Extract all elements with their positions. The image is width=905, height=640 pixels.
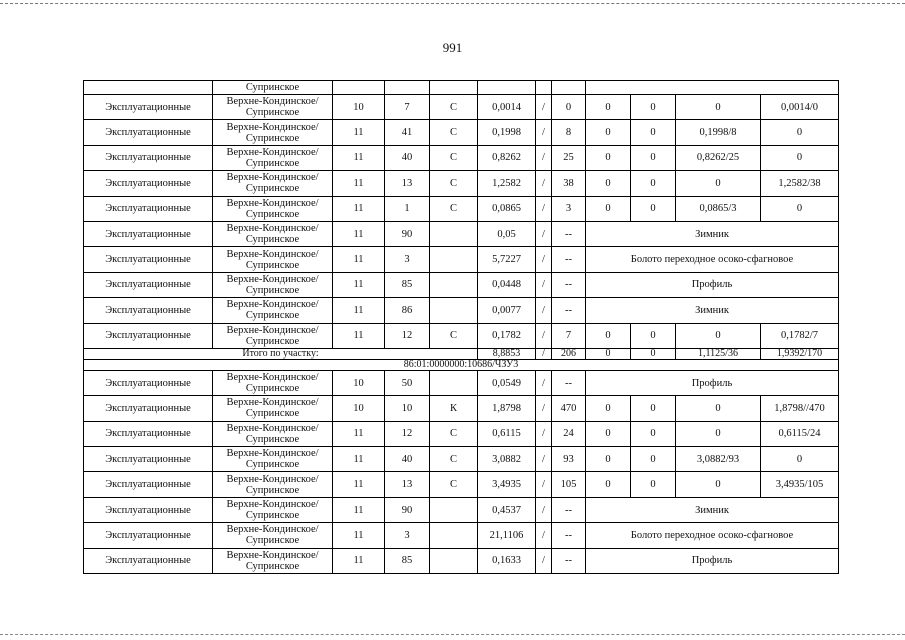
category-cell: Эксплуатационные xyxy=(84,196,213,221)
category-cell: Эксплуатационные xyxy=(84,472,213,497)
total-value: 1,9392/170 xyxy=(761,348,839,359)
forestry-line: Верхне-Кондинское/ xyxy=(226,172,319,184)
species-cell xyxy=(430,523,478,548)
species-cell: С xyxy=(430,95,478,120)
allotment-cell: 13 xyxy=(385,472,430,497)
category-cell: Эксплуатационные xyxy=(84,523,213,548)
table-row xyxy=(84,447,839,472)
separator-cell: / xyxy=(536,145,552,170)
table-row xyxy=(84,221,839,246)
value-cell: 0 xyxy=(586,447,631,472)
allotment-cell: 3 xyxy=(385,247,430,272)
species-cell: С xyxy=(430,145,478,170)
area-cell: 1,8798 xyxy=(478,396,536,421)
value-cell: 0 xyxy=(676,472,761,497)
separator-cell: / xyxy=(536,120,552,145)
volume-cell: -- xyxy=(552,548,586,573)
table-row xyxy=(84,272,839,297)
species-cell: С xyxy=(430,421,478,446)
quarter-cell: 10 xyxy=(333,370,385,395)
allotment-cell: 12 xyxy=(385,421,430,446)
forestry-cell xyxy=(213,221,333,246)
forestry-cell xyxy=(213,298,333,323)
volume-cell: -- xyxy=(552,272,586,297)
value-cell: 0 xyxy=(631,323,676,348)
area-cell: 0,1998 xyxy=(478,120,536,145)
value-cell: 0 xyxy=(586,145,631,170)
table-row xyxy=(84,323,839,348)
forestry-cell xyxy=(213,247,333,272)
land-type-cell: Профиль xyxy=(586,272,839,297)
forestry-line: Верхне-Кондинское/ xyxy=(226,524,319,536)
quarter-cell: 11 xyxy=(333,171,385,196)
category-cell: Эксплуатационные xyxy=(84,370,213,395)
allotment-cell: 3 xyxy=(385,523,430,548)
value-cell: 0 xyxy=(631,421,676,446)
forestry-line: Верхне-Кондинское/ xyxy=(226,422,319,434)
forestry-line: Супринское xyxy=(245,208,300,220)
value-cell: 0 xyxy=(631,120,676,145)
total-volume: 206 xyxy=(552,348,586,359)
forestry-line: Супринское xyxy=(245,510,300,522)
volume-cell: 0 xyxy=(552,95,586,120)
forestry-line: Супринское xyxy=(245,459,300,471)
forestry-line: Верхне-Кондинское/ xyxy=(226,448,319,460)
value-cell: 3,0882/93 xyxy=(676,447,761,472)
quarter-cell: 11 xyxy=(333,447,385,472)
total-area: 8,8853 xyxy=(478,348,536,359)
area-cell: 0,1782 xyxy=(478,323,536,348)
forestry-line: Верхне-Кондинское/ xyxy=(226,473,319,485)
area-cell: 0,6115 xyxy=(478,421,536,446)
species-cell xyxy=(430,298,478,323)
volume-cell: 25 xyxy=(552,145,586,170)
forestry-cell xyxy=(213,523,333,548)
value-cell: 0,0014/0 xyxy=(761,95,839,120)
quarter-cell: 10 xyxy=(333,396,385,421)
allotment-cell: 40 xyxy=(385,447,430,472)
section-header-row xyxy=(84,359,839,370)
table-row xyxy=(84,247,839,272)
value-cell: 0 xyxy=(631,447,676,472)
category-cell: Эксплуатационные xyxy=(84,145,213,170)
forestry-line: Верхне-Кондинское/ xyxy=(226,248,319,260)
table-row xyxy=(84,196,839,221)
forestry-cell xyxy=(213,120,333,145)
species-cell xyxy=(430,497,478,522)
value-cell: 0 xyxy=(631,196,676,221)
forestry-line: Верхне-Кондинское/ xyxy=(226,223,319,235)
value-cell: 0 xyxy=(631,95,676,120)
allotment-cell: 85 xyxy=(385,272,430,297)
value-cell: 0 xyxy=(586,120,631,145)
species-cell xyxy=(430,247,478,272)
table-row xyxy=(84,120,839,145)
area-cell: 5,7227 xyxy=(478,247,536,272)
species-cell: С xyxy=(430,472,478,497)
value-cell: 0,8262/25 xyxy=(676,145,761,170)
separator-cell: / xyxy=(536,221,552,246)
value-cell: 0,1998/8 xyxy=(676,120,761,145)
total-row xyxy=(84,348,839,359)
value-cell: 0 xyxy=(631,396,676,421)
area-cell: 0,0014 xyxy=(478,95,536,120)
volume-cell: 3 xyxy=(552,196,586,221)
allotment-cell: 1 xyxy=(385,196,430,221)
value-cell: 0 xyxy=(676,323,761,348)
species-cell xyxy=(430,370,478,395)
forestry-line: Верхне-Кондинское/ xyxy=(226,121,319,133)
separator-cell: / xyxy=(536,447,552,472)
table-row xyxy=(84,548,839,573)
forestry-line: Супринское xyxy=(245,157,300,169)
category-cell: Эксплуатационные xyxy=(84,421,213,446)
separator-cell: / xyxy=(536,323,552,348)
forestry-cell xyxy=(213,497,333,522)
value-cell: 0 xyxy=(631,145,676,170)
allotment-cell: 7 xyxy=(385,95,430,120)
quarter-cell: 11 xyxy=(333,472,385,497)
volume-cell: 105 xyxy=(552,472,586,497)
forestry-cell xyxy=(213,370,333,395)
forestry-cell xyxy=(213,421,333,446)
category-cell: Эксплуатационные xyxy=(84,171,213,196)
category-cell: Эксплуатационные xyxy=(84,548,213,573)
land-type-cell: Болото переходное осоко-сфагновое xyxy=(586,523,839,548)
separator-cell: / xyxy=(536,95,552,120)
species-cell: С xyxy=(430,196,478,221)
area-cell: 0,0865 xyxy=(478,196,536,221)
species-cell: С xyxy=(430,447,478,472)
separator-cell: / xyxy=(536,548,552,573)
forestry-line: Супринское xyxy=(245,183,300,195)
value-cell: 0,0865/3 xyxy=(676,196,761,221)
value-cell: 0 xyxy=(761,447,839,472)
quarter-cell: 11 xyxy=(333,145,385,170)
forestry-cell xyxy=(213,447,333,472)
species-cell: С xyxy=(430,120,478,145)
forestry-line: Супринское xyxy=(245,335,300,347)
forestry-line: Верхне-Кондинское/ xyxy=(226,197,319,209)
forestry-cell xyxy=(213,548,333,573)
species-cell: К xyxy=(430,396,478,421)
table-row xyxy=(84,396,839,421)
forestry-line: Супринское xyxy=(245,433,300,445)
quarter-cell: 11 xyxy=(333,272,385,297)
forestry-line: Супринское xyxy=(245,132,300,144)
forestry-line: Супринское xyxy=(245,284,300,296)
separator-cell: / xyxy=(536,272,552,297)
allotment-cell: 85 xyxy=(385,548,430,573)
species-cell: С xyxy=(430,323,478,348)
quarter-cell: 11 xyxy=(333,120,385,145)
volume-cell: -- xyxy=(552,370,586,395)
forestry-cell xyxy=(213,272,333,297)
land-type-cell: Зимник xyxy=(586,221,839,246)
separator-cell: / xyxy=(536,472,552,497)
quarter-cell: 11 xyxy=(333,497,385,522)
value-cell: 0,1782/7 xyxy=(761,323,839,348)
volume-cell: -- xyxy=(552,298,586,323)
area-cell: 3,4935 xyxy=(478,472,536,497)
table-row xyxy=(84,298,839,323)
category-cell: Эксплуатационные xyxy=(84,447,213,472)
separator-cell: / xyxy=(536,396,552,421)
value-cell: 0 xyxy=(586,196,631,221)
table-row xyxy=(84,145,839,170)
value-cell: 0 xyxy=(586,472,631,497)
category-cell: Эксплуатационные xyxy=(84,221,213,246)
quarter-cell: 11 xyxy=(333,421,385,446)
area-cell: 0,0448 xyxy=(478,272,536,297)
value-cell: 0 xyxy=(631,171,676,196)
land-type-cell: Зимник xyxy=(586,497,839,522)
land-plot-table xyxy=(83,80,839,574)
forestry-line: Супринское xyxy=(245,408,300,420)
value-cell: 1,8798//470 xyxy=(761,396,839,421)
forestry-line: Супринское xyxy=(245,259,300,271)
category-cell: Эксплуатационные xyxy=(84,497,213,522)
forestry-line: Верхне-Кондинское/ xyxy=(226,499,319,511)
quarter-cell: 11 xyxy=(333,298,385,323)
separator-cell: / xyxy=(536,348,552,359)
forestry-line: Супринское xyxy=(245,234,300,246)
species-cell xyxy=(430,548,478,573)
value-cell: 0 xyxy=(586,396,631,421)
land-type-cell: Профиль xyxy=(586,370,839,395)
forestry-line: Супринское xyxy=(245,107,300,119)
forestry-line: Супринское xyxy=(245,310,300,322)
forestry-line: Верхне-Кондинское/ xyxy=(226,549,319,561)
value-cell: 0 xyxy=(586,95,631,120)
separator-cell: / xyxy=(536,247,552,272)
page-number: 991 xyxy=(442,40,463,55)
forestry-cell xyxy=(213,145,333,170)
value-cell: 0 xyxy=(586,421,631,446)
forestry-cell xyxy=(213,171,333,196)
value-cell: 1,2582/38 xyxy=(761,171,839,196)
cadastral-number: 86:01:0000000:10686/ЧЗУ3 xyxy=(84,359,839,370)
area-cell: 3,0882 xyxy=(478,447,536,472)
separator-cell: / xyxy=(536,370,552,395)
value-cell: 3,4935/105 xyxy=(761,472,839,497)
table-row xyxy=(84,472,839,497)
quarter-cell: 11 xyxy=(333,221,385,246)
species-cell xyxy=(430,272,478,297)
volume-cell: 7 xyxy=(552,323,586,348)
forestry-line: Верхне-Кондинское/ xyxy=(226,397,319,409)
area-cell: 0,4537 xyxy=(478,497,536,522)
quarter-cell: 11 xyxy=(333,548,385,573)
table-row xyxy=(84,95,839,120)
total-label: Итого по участку: xyxy=(84,348,478,359)
allotment-cell: 90 xyxy=(385,221,430,246)
volume-cell: -- xyxy=(552,523,586,548)
forestry-line: Супринское xyxy=(245,383,300,395)
allotment-cell: 86 xyxy=(385,298,430,323)
allotment-cell: 50 xyxy=(385,370,430,395)
total-value: 1,1125/36 xyxy=(676,348,761,359)
forestry-line: Верхне-Кондинское/ xyxy=(226,324,319,336)
scan-edge-bottom xyxy=(0,634,905,635)
separator-cell: / xyxy=(536,421,552,446)
category-cell: Эксплуатационные xyxy=(84,272,213,297)
quarter-cell: 11 xyxy=(333,323,385,348)
quarter-cell: 11 xyxy=(333,523,385,548)
volume-cell: -- xyxy=(552,497,586,522)
forestry-cell xyxy=(213,95,333,120)
forestry-line: Супринское xyxy=(245,535,300,547)
continuation-row xyxy=(84,81,839,95)
forestry-cell: Супринское xyxy=(213,81,333,95)
volume-cell: 8 xyxy=(552,120,586,145)
quarter-cell: 11 xyxy=(333,247,385,272)
separator-cell: / xyxy=(536,497,552,522)
value-cell: 0 xyxy=(586,171,631,196)
area-cell: 0,0077 xyxy=(478,298,536,323)
area-cell: 0,8262 xyxy=(478,145,536,170)
area-cell: 0,1633 xyxy=(478,548,536,573)
total-value: 0 xyxy=(586,348,631,359)
value-cell: 0 xyxy=(676,171,761,196)
category-cell: Эксплуатационные xyxy=(84,95,213,120)
quarter-cell: 10 xyxy=(333,95,385,120)
volume-cell: -- xyxy=(552,221,586,246)
area-cell: 0,0549 xyxy=(478,370,536,395)
land-type-cell: Болото переходное осоко-сфагновое xyxy=(586,247,839,272)
value-cell: 0 xyxy=(631,472,676,497)
land-type-cell: Зимник xyxy=(586,298,839,323)
category-cell: Эксплуатационные xyxy=(84,323,213,348)
forestry-line: Верхне-Кондинское/ xyxy=(226,372,319,384)
allotment-cell: 41 xyxy=(385,120,430,145)
allotment-cell: 90 xyxy=(385,497,430,522)
category-cell: Эксплуатационные xyxy=(84,247,213,272)
area-cell: 0,05 xyxy=(478,221,536,246)
volume-cell: 24 xyxy=(552,421,586,446)
total-value: 0 xyxy=(631,348,676,359)
volume-cell: 93 xyxy=(552,447,586,472)
area-cell: 1,2582 xyxy=(478,171,536,196)
separator-cell: / xyxy=(536,523,552,548)
category-cell: Эксплуатационные xyxy=(84,298,213,323)
scan-edge-top xyxy=(0,3,905,4)
area-cell: 21,1106 xyxy=(478,523,536,548)
table-row xyxy=(84,171,839,196)
separator-cell: / xyxy=(536,196,552,221)
value-cell: 0 xyxy=(761,145,839,170)
land-type-cell: Профиль xyxy=(586,548,839,573)
table-row xyxy=(84,421,839,446)
category-cell: Эксплуатационные xyxy=(84,120,213,145)
forestry-line: Верхне-Кондинское/ xyxy=(226,299,319,311)
allotment-cell: 40 xyxy=(385,145,430,170)
forestry-line: Супринское xyxy=(245,484,300,496)
forestry-line: Супринское xyxy=(245,560,300,572)
species-cell: С xyxy=(430,171,478,196)
species-cell xyxy=(430,221,478,246)
value-cell: 0 xyxy=(761,120,839,145)
table-row xyxy=(84,523,839,548)
forestry-line: Верхне-Кондинское/ xyxy=(226,96,319,108)
value-cell: 0 xyxy=(676,95,761,120)
separator-cell: / xyxy=(536,171,552,196)
forestry-line: Верхне-Кондинское/ xyxy=(226,273,319,285)
forestry-cell xyxy=(213,196,333,221)
value-cell: 0 xyxy=(676,421,761,446)
category-cell: Эксплуатационные xyxy=(84,396,213,421)
value-cell: 0 xyxy=(676,396,761,421)
quarter-cell: 11 xyxy=(333,196,385,221)
allotment-cell: 13 xyxy=(385,171,430,196)
table-row xyxy=(84,497,839,522)
value-cell: 0,6115/24 xyxy=(761,421,839,446)
volume-cell: 470 xyxy=(552,396,586,421)
forestry-cell xyxy=(213,396,333,421)
separator-cell: / xyxy=(536,298,552,323)
allotment-cell: 10 xyxy=(385,396,430,421)
forestry-cell xyxy=(213,323,333,348)
volume-cell: -- xyxy=(552,247,586,272)
allotment-cell: 12 xyxy=(385,323,430,348)
forestry-cell xyxy=(213,472,333,497)
value-cell: 0 xyxy=(761,196,839,221)
volume-cell: 38 xyxy=(552,171,586,196)
forestry-line: Верхне-Кондинское/ xyxy=(226,146,319,158)
table-row xyxy=(84,370,839,395)
value-cell: 0 xyxy=(586,323,631,348)
